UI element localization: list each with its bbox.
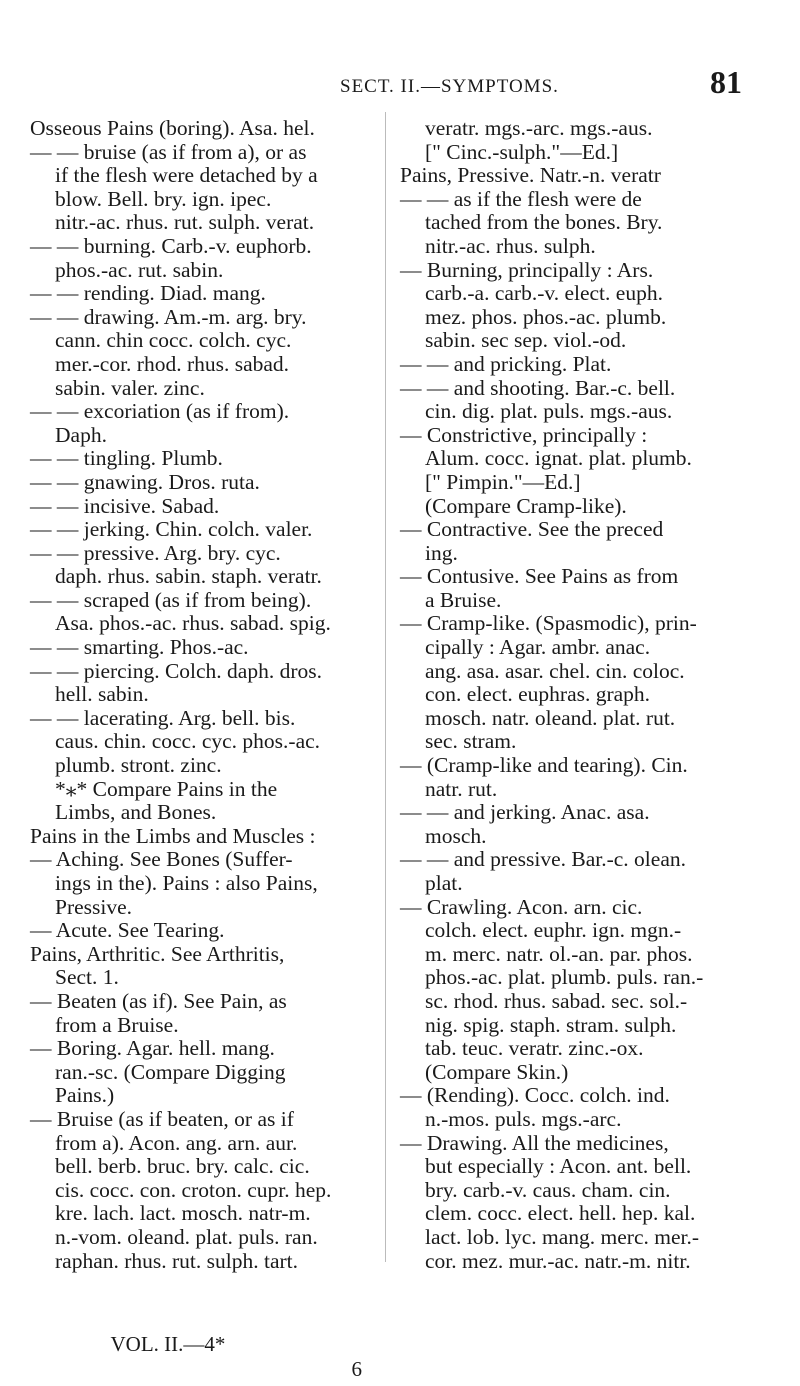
text-line: clem. cocc. elect. hell. hep. kal. [425,1201,696,1226]
text-line: — Cramp-like. (Spasmodic), prin- [400,611,697,636]
text-line: nitr.-ac. rhus. sulph. [425,233,596,258]
volume-marker: VOL. II.—4* [110,1332,226,1356]
text-line: n.-mos. puls. mgs.-arc. [425,1106,622,1131]
text-line: — — jerking. Chin. colch. valer. [30,517,313,542]
text-line: — — bruise (as if from a), or as [30,139,307,164]
text-line: Daph. [55,422,107,447]
text-line: colch. elect. euphr. ign. mgn.- [425,918,682,943]
text-line: — Acute. See Tearing. [30,918,225,943]
text-line: *⁎* Compare Pains in the [55,776,278,801]
text-line: ran.-sc. (Compare Digging [55,1059,286,1084]
text-line: (Compare Skin.) [425,1059,569,1084]
text-line: — Contractive. See the preced [400,517,664,542]
text-line: — — and shooting. Bar.-c. bell. [400,375,676,400]
text-line: con. elect. euphras. graph. [425,682,651,707]
text-line: [" Cinc.-sulph."—Ed.] [425,139,619,164]
text-line: phos.-ac. plat. plumb. puls. ran.- [425,965,704,990]
text-line: from a). Acon. ang. arn. aur. [55,1130,298,1155]
text-line: ing. [425,540,458,565]
text-line: raphan. rhus. rut. sulph. tart. [55,1248,299,1273]
text-line: — — incisive. Sabad. [30,493,220,518]
text-line: Pains.) [55,1083,115,1108]
text-line: mez. phos. phos.-ac. plumb. [425,304,667,329]
text-line: — — drawing. Am.-m. arg. bry. [30,304,307,329]
text-line: — Bruise (as if beaten, or as if [30,1106,294,1131]
text-line: — (Rending). Cocc. colch. ind. [400,1083,670,1108]
text-line: — Contusive. See Pains as from [400,564,679,589]
text-line: — Drawing. All the medicines, [400,1130,669,1155]
text-line: — Beaten (as if). See Pain, as [30,988,287,1013]
text-line: — — excoriation (as if from). [30,399,290,424]
text-line: m. merc. natr. ol.-an. par. phos. [425,941,693,966]
page-number: 81 [710,64,742,100]
text-line: — — tingling. Plumb. [30,446,223,471]
text-line: — — lacerating. Arg. bell. bis. [30,705,296,730]
text-line: phos.-ac. rut. sabin. [55,257,224,282]
text-line: mosch. [425,823,487,848]
right-column [400,117,770,1273]
text-line: — — and jerking. Anac. asa. [400,800,650,825]
text-line: sabin. valer. zinc. [55,375,205,400]
text-line: Pains in the Limbs and Muscles : [30,823,316,848]
text-line: nitr.-ac. rhus. rut. sulph. verat. [55,210,315,235]
text-line: plat. [425,871,463,895]
text-line: sabin. sec sep. viol.-od. [425,328,627,353]
text-line: — Crawling. Acon. arn. cic. [400,894,643,919]
text-line: mosch. natr. oleand. plat. rut. [425,705,676,730]
text-line: a Bruise. [425,587,502,612]
text-line: Pains, Pressive. Natr.-n. veratr [400,163,661,188]
text-line: from a Bruise. [55,1012,179,1037]
text-line: veratr. mgs.-arc. mgs.-aus. [425,116,653,140]
text-line: bell. berb. bruc. bry. calc. cic. [55,1154,310,1179]
text-line: Pressive. [55,894,133,919]
text-line: — Constrictive, principally : [400,422,648,447]
text-line: — — burning. Carb.-v. euphorb. [30,233,312,258]
text-line: cis. cocc. con. croton. cupr. hep. [55,1177,332,1202]
text-line: — — scraped (as if from being). [30,587,312,612]
text-line: but especially : Acon. ant. bell. [425,1154,692,1179]
running-title: SECT. II.—SYMPTOMS. [340,76,559,97]
text-line: — Aching. See Bones (Suffer- [30,847,293,872]
signature-mark: 6 [351,1357,362,1381]
text-line: caus. chin. cocc. cyc. phos.-ac. [55,729,321,754]
text-line: — — piercing. Colch. daph. dros. [30,658,322,683]
text-line: carb.-a. carb.-v. elect. euph. [425,281,663,306]
left-column [30,117,400,1273]
text-line: — — rending. Diad. mang. [30,281,266,306]
text-line: Alum. cocc. ignat. plat. plumb. [425,446,692,471]
text-line: Osseous Pains (boring). Asa. hel. [30,116,315,140]
text-line: mer.-cor. rhod. rhus. sabad. [55,351,290,376]
text-line: hell. sabin. [55,682,149,707]
text-line: sc. rhod. rhus. sabad. sec. sol.- [425,988,688,1013]
text-line: — — smarting. Phos.-ac. [30,635,249,660]
text-line: bry. carb.-v. caus. cham. cin. [425,1177,671,1202]
text-line: cor. mez. mur.-ac. natr.-m. nitr. [425,1248,691,1273]
text-line: Asa. phos.-ac. rhus. sabad. spig. [55,611,331,636]
text-line: tached from the bones. Bry. [425,210,663,235]
text-line: — — gnawing. Dros. ruta. [30,469,260,494]
text-line: blow. Bell. bry. ign. ipec. [55,186,272,211]
text-line: nig. spig. staph. stram. sulph. [425,1012,677,1037]
text-line: cipally : Agar. ambr. anac. [425,635,651,660]
text-line: lact. lob. lyc. mang. merc. mer.- [425,1224,700,1249]
text-line: Pains, Arthritic. See Arthritis, [30,941,285,966]
running-head [0,62,800,102]
text-line: Limbs, and Bones. [55,800,217,825]
text-line: — — as if the flesh were de [400,186,642,211]
text-line: — — and pressive. Bar.-c. olean. [400,847,686,872]
text-line: — — pressive. Arg. bry. cyc. [30,540,281,565]
text-line: ang. asa. asar. chel. cin. coloc. [425,658,685,683]
text-line: n.-vom. oleand. plat. puls. ran. [55,1224,318,1249]
page-footer [100,1307,362,1382]
text-line: Sect. 1. [55,965,119,990]
text-line: cin. dig. plat. puls. mgs.-aus. [425,399,673,424]
text-line: natr. rut. [425,776,498,801]
text-line: [" Pimpin."—Ed.] [425,469,581,494]
text-line: plumb. stront. zinc. [55,753,222,778]
text-line: — Burning, principally : Ars. [400,257,654,282]
text-line: tab. teuc. veratr. zinc.-ox. [425,1036,644,1061]
text-line: sec. stram. [425,729,517,754]
text-line: — Boring. Agar. hell. mang. [30,1036,275,1061]
text-line: ings in the). Pains : also Pains, [55,871,318,895]
text-line: if the flesh were detached by a [55,163,318,188]
text-line: cann. chin cocc. colch. cyc. [55,328,292,353]
text-line: — (Cramp-like and tearing). Cin. [400,753,688,778]
text-line: (Compare Cramp-like). [425,493,627,518]
text-line: daph. rhus. sabin. staph. veratr. [55,564,322,589]
text-line: kre. lach. lact. mosch. natr-m. [55,1201,311,1226]
text-line: — — and pricking. Plat. [400,351,612,376]
